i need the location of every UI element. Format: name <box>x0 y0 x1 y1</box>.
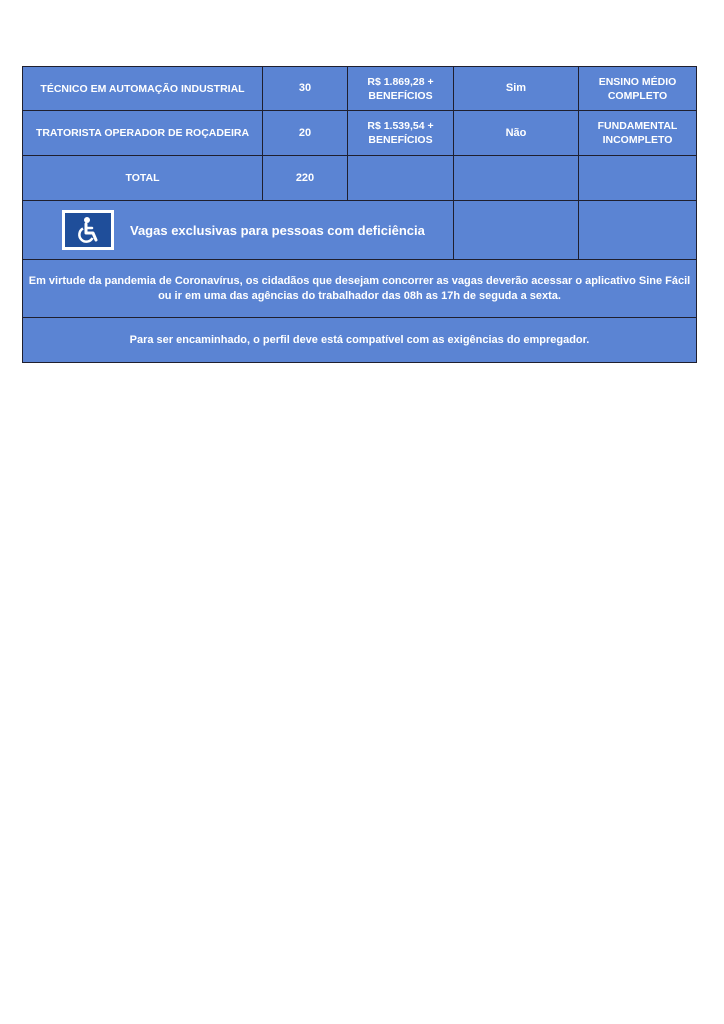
salary-amount: R$ 1.539,54 + <box>367 120 434 132</box>
job-title-cell: TRATORISTA OPERADOR DE ROÇADEIRA <box>23 111 263 156</box>
total-value: 220 <box>263 156 348 201</box>
education-cell <box>579 67 697 111</box>
pcd-row <box>23 201 697 260</box>
notice-row <box>23 260 697 318</box>
education-cell <box>579 111 697 156</box>
wheelchair-icon <box>62 210 114 250</box>
pcd-label: Vagas exclusivas para pessoas com deficiência <box>130 222 425 238</box>
job-title-cell: TÉCNICO EM AUTOMAÇÃO INDUSTRIAL <box>23 67 263 111</box>
salary-cell <box>348 67 454 111</box>
salary-cell <box>348 111 454 156</box>
salary-benefits: BENEFÍCIOS <box>368 89 433 102</box>
vacancies-cell: 20 <box>263 111 348 156</box>
education-line-2: COMPLETO <box>607 89 668 102</box>
total-row <box>23 156 697 201</box>
profile-note: Para ser encaminhado, o perfil deve está compatível com as exigências do empregador. <box>23 318 697 363</box>
education-line-1: FUNDAMENTAL <box>597 120 678 132</box>
table-row <box>23 111 697 156</box>
pandemic-notice: Em virtude da pandemia de Coronavírus, os cidadãos que desejam concorrer as vagas deverão acessar o aplicativo Sine Fácil ou ir em uma das agências do trabalhador das 08h as 17h de seguda a sexta. <box>23 260 697 318</box>
empty-cell <box>579 201 697 260</box>
experience-cell: Não <box>454 111 579 156</box>
salary-benefits: BENEFÍCIOS <box>368 134 433 146</box>
empty-cell <box>579 156 697 201</box>
empty-cell <box>348 156 454 201</box>
pcd-cell <box>23 201 454 260</box>
education-line-1: ENSINO MÉDIO <box>598 75 677 88</box>
salary-amount: R$ 1.869,28 + <box>367 75 434 88</box>
education-line-2: INCOMPLETO <box>602 134 673 146</box>
footer-row <box>23 318 697 363</box>
empty-cell <box>454 156 579 201</box>
vacancies-cell: 30 <box>263 67 348 111</box>
table-row <box>23 67 697 111</box>
total-label: TOTAL <box>23 156 263 201</box>
jobs-table <box>22 66 697 363</box>
empty-cell <box>454 201 579 260</box>
experience-cell: Sim <box>454 67 579 111</box>
